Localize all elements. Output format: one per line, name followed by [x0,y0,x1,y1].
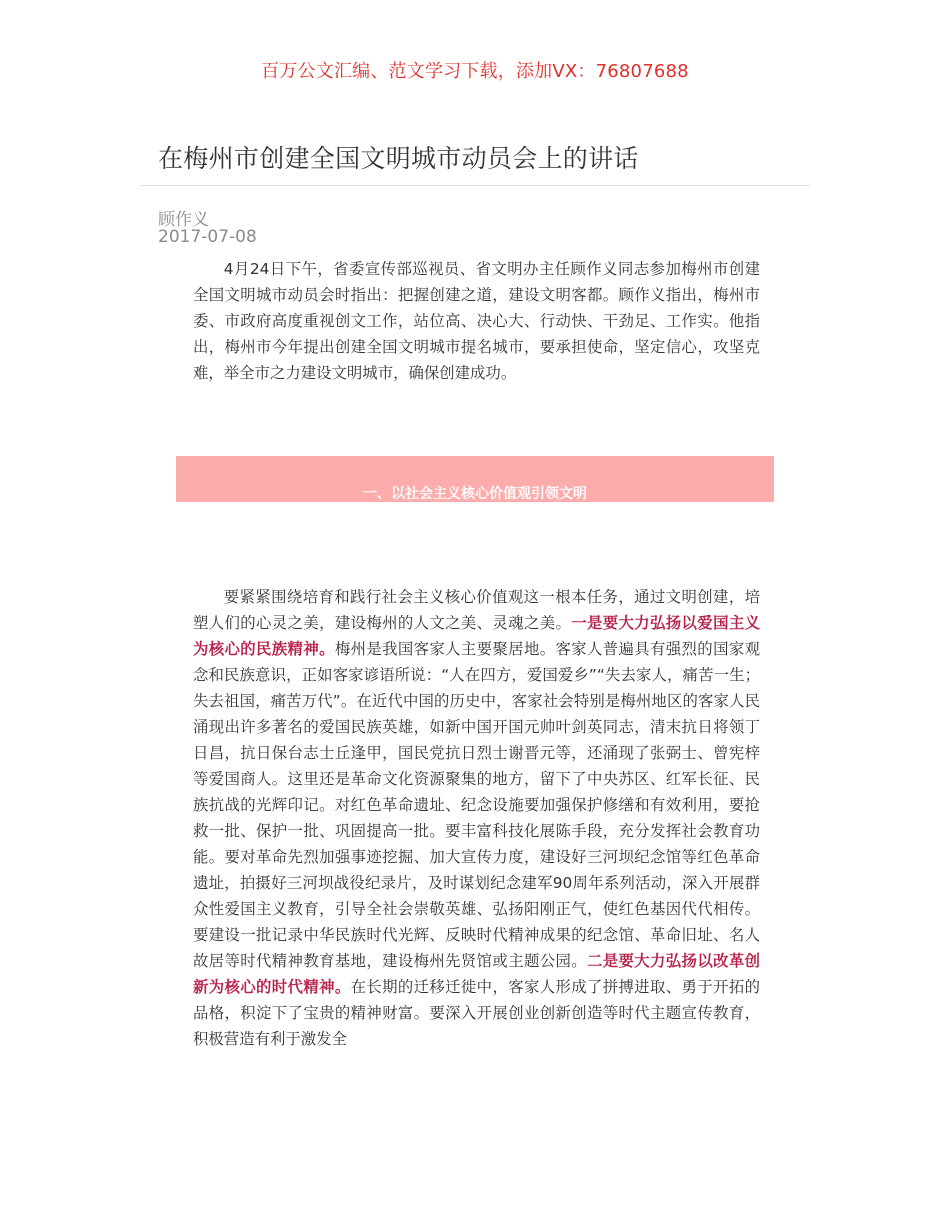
intro-paragraph: 4月24日下午，省委宣传部巡视员、省文明办主任顾作义同志参加梅州市创建全国文明城市动员会时指出：把握创建之道，建设文明客都。顾作义指出，梅州市委、市政府高度重视创文工作，站位高、决心大、行动快、干劲足、工作实。他指出，梅州市今年提出创建全国文明城市提名城市，要承担使命，坚定信心，攻坚克难，举全市之力建设文明城市，确保创建成功。 [193,260,760,382]
section-heading-banner [176,456,774,502]
title-divider [140,185,810,186]
section-heading-label: 一、以社会主义核心价值观引领文明 [363,486,587,502]
body-text-3: 在长期的迁移迁徙中，客家人形成了拼搏进取、勇于开拓的品格，积淀下了宝贵的精神财富。要深入开展创业创新创造等时代主题宣传教育，积极营造有利于激发全 [193,978,760,1048]
article-author: 顾作义 [158,210,209,230]
body-text-2: 梅州是我国客家人主要聚居地。客家人普遍具有强烈的国家观念和民族意识，正如客家谚语所说：“人在四方，爱国爱乡”“失去家人，痛苦一生；失去祖国，痛苦万代”。在近代中国的历史中，客家社会特别是梅州地区的客家人民涌现出许多著名的爱国民族英雄，如新中国开国元帅叶剑英同志，清末抗日将领丁日昌，抗日保台志士丘逢甲，国民党抗日烈士谢晋元等，还涌现了张弼士、曾宪梓等爱国商人。这里还是革命文化资源聚集的地方，留下了中央苏区、红军长征、民族抗战的光辉印记。对红色革命遗址、纪念设施要加强保护修缮和有效利用，要抢救一批、保护一批、巩固提高一批。要丰富科技化展陈手段，充分发挥社会教育功能。要对革命先烈加强事迹挖掘、加大宣传力度，建设好三河坝纪念馆等红色革命遗址，拍摄好三河坝战役纪录片，及时谋划纪念建军90周年系列活动，深入开展群众性爱国主义教育，引导全社会崇敬英雄、弘扬阳刚正气，使红色基因代代相传。要建设一批记录中华民族时代光辉、反映时代精神成果的纪念馆、革命旧址、名人故居等时代精神教育基地，建设梅州先贤馆或主题公园。 [193,640,760,970]
highlight-point-1: 一是要大力弘扬以爱国主义为核心的民族精神。 [193,614,760,658]
promo-banner: 百万公文汇编、范文学习下载，添加VX：76807688 [261,61,689,82]
body-text-1: 要紧紧围绕培育和践行社会主义核心价值观这一根本任务，通过文明创建，培塑人们的心灵之美，建设梅州的人文之美、灵魂之美。 [193,588,760,632]
article-date: 2017-07-08 [158,227,257,247]
body-paragraph [193,584,760,1052]
article-title: 在梅州市创建全国文明城市动员会上的讲话 [158,144,639,173]
highlight-point-2: 二是要大力弘扬以改革创新为核心的时代精神。 [193,952,760,996]
